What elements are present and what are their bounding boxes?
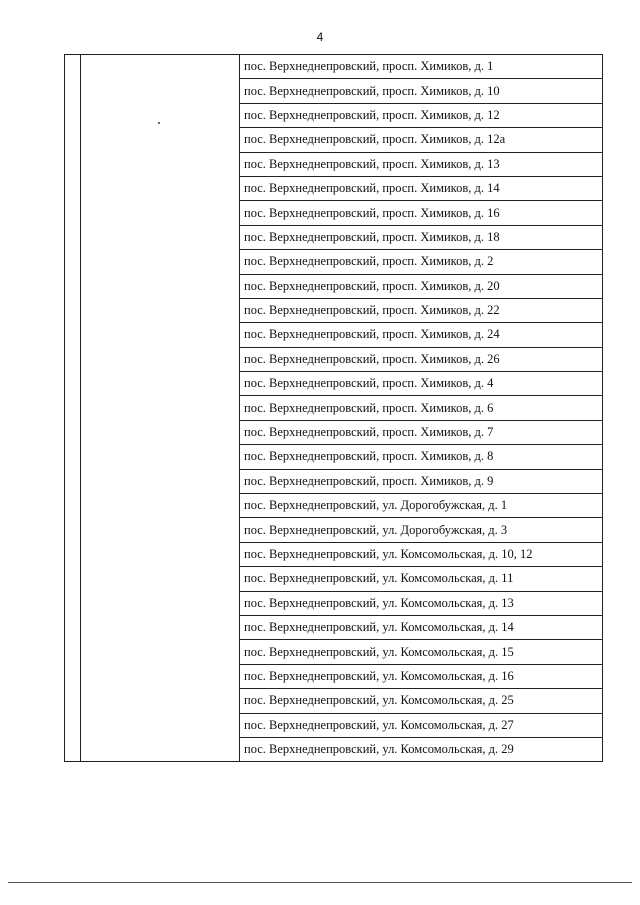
name-cell	[81, 55, 240, 762]
address-table-body	[65, 55, 603, 762]
address-cell: пос. Верхнеднепровский, просп. Химиков, д. 2	[240, 250, 603, 274]
address-cell: пос. Верхнеднепровский, ул. Комсомольская, д. 10, 12	[240, 542, 603, 566]
address-cell: пос. Верхнеднепровский, просп. Химиков, д. 18	[240, 225, 603, 249]
address-cell: пос. Верхнеднепровский, ул. Комсомольская, д. 11	[240, 567, 603, 591]
address-cell: пос. Верхнеднепровский, ул. Комсомольская, д. 14	[240, 615, 603, 639]
address-cell: пос. Верхнеднепровский, ул. Комсомольская, д. 25	[240, 689, 603, 713]
address-cell: пос. Верхнеднепровский, просп. Химиков, д. 4	[240, 372, 603, 396]
address-cell: пос. Верхнеднепровский, просп. Химиков, д. 1	[240, 55, 603, 79]
index-cell	[65, 55, 81, 762]
address-cell: пос. Верхнеднепровский, ул. Дорогобужская, д. 1	[240, 494, 603, 518]
address-cell: пос. Верхнеднепровский, ул. Комсомольская, д. 13	[240, 591, 603, 615]
address-cell: пос. Верхнеднепровский, просп. Химиков, д. 12	[240, 103, 603, 127]
address-cell: пос. Верхнеднепровский, просп. Химиков, д. 8	[240, 445, 603, 469]
address-cell: пос. Верхнеднепровский, просп. Химиков, д. 12а	[240, 128, 603, 152]
address-cell: пос. Верхнеднепровский, просп. Химиков, д. 20	[240, 274, 603, 298]
address-cell: пос. Верхнеднепровский, ул. Комсомольская, д. 16	[240, 664, 603, 688]
page-number: 4	[316, 30, 324, 44]
address-cell: пос. Верхнеднепровский, просп. Химиков, д. 24	[240, 323, 603, 347]
address-cell: пос. Верхнеднепровский, просп. Химиков, д. 26	[240, 347, 603, 371]
address-cell: пос. Верхнеднепровский, просп. Химиков, д. 9	[240, 469, 603, 493]
address-cell: пос. Верхнеднепровский, просп. Химиков, д. 13	[240, 152, 603, 176]
address-cell: пос. Верхнеднепровский, ул. Дорогобужская, д. 3	[240, 518, 603, 542]
address-cell: пос. Верхнеднепровский, просп. Химиков, д. 22	[240, 298, 603, 322]
address-cell: пос. Верхнеднепровский, ул. Комсомольская, д. 15	[240, 640, 603, 664]
address-table	[64, 54, 603, 762]
table-row	[65, 55, 603, 79]
bottom-rule	[8, 882, 632, 883]
address-cell: пос. Верхнеднепровский, просп. Химиков, д. 6	[240, 396, 603, 420]
address-cell: пос. Верхнеднепровский, ул. Комсомольская, д. 27	[240, 713, 603, 737]
address-cell: пос. Верхнеднепровский, просп. Химиков, д. 16	[240, 201, 603, 225]
address-cell: пос. Верхнеднепровский, просп. Химиков, д. 10	[240, 79, 603, 103]
address-cell: пос. Верхнеднепровский, ул. Комсомольская, д. 29	[240, 737, 603, 761]
address-cell: пос. Верхнеднепровский, просп. Химиков, д. 14	[240, 176, 603, 200]
address-cell: пос. Верхнеднепровский, просп. Химиков, д. 7	[240, 420, 603, 444]
